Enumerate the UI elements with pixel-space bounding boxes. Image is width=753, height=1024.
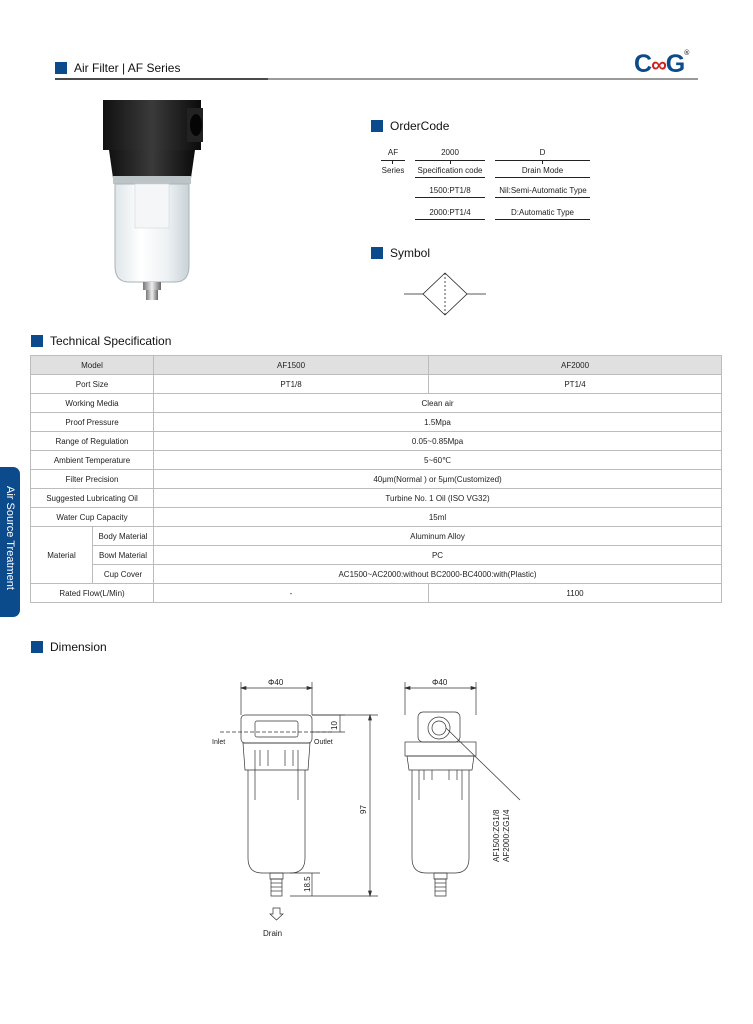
- code-tick: [392, 160, 393, 164]
- page-title: Air Filter | AF Series: [55, 60, 180, 75]
- row-label: Working Media: [31, 394, 154, 413]
- filter-symbol-icon: [404, 272, 486, 318]
- symbol-heading: Symbol: [371, 245, 430, 260]
- code-underline: [381, 160, 405, 161]
- material-label: Material: [31, 527, 93, 584]
- table-row: [31, 470, 722, 489]
- row-value: Turbine No. 1 Oil (ISO VG32): [154, 489, 722, 508]
- label-series: Series: [381, 166, 405, 175]
- row-label: Port Size: [31, 375, 154, 394]
- row-value: PT1/8: [154, 375, 429, 394]
- row-value: 40μm(Normal ) or 5μm(Customized): [154, 470, 722, 489]
- row-value: 1100: [429, 584, 722, 603]
- model-af2000: AF2000: [429, 356, 722, 375]
- table-row: [31, 432, 722, 451]
- row-label: Suggested Lubricating Oil: [31, 489, 154, 508]
- code-underline: [415, 177, 485, 178]
- row-label: Body Material: [93, 527, 154, 546]
- code-spec: 2000: [441, 148, 459, 157]
- code-tick: [542, 160, 543, 164]
- thread-label-af2000: AF2000:ZG1/4: [502, 809, 511, 862]
- header-rule: [55, 78, 268, 80]
- square-bullet-icon: [371, 120, 383, 132]
- table-row: [31, 451, 722, 470]
- square-bullet-icon: [55, 62, 67, 74]
- spec-option: 1500:PT1/8: [429, 186, 471, 195]
- square-bullet-icon: [31, 335, 43, 347]
- table-row: [31, 375, 722, 394]
- dim-front-diameter: Φ40: [268, 678, 284, 687]
- dim-10: 10: [330, 721, 339, 730]
- drain-label: Drain: [263, 929, 283, 938]
- inlet-label: Inlet: [212, 739, 226, 746]
- code-underline: [495, 177, 590, 178]
- label-drain: Drain Mode: [521, 166, 564, 175]
- table-row: [31, 546, 722, 565]
- row-label: Rated Flow(L/Min): [31, 584, 154, 603]
- table-row: [31, 565, 722, 584]
- row-value: 15ml: [154, 508, 722, 527]
- row-label: Cup Cover: [93, 565, 154, 584]
- row-value: Clean air: [154, 394, 722, 413]
- dimension-heading: Dimension: [31, 639, 107, 654]
- row-label: Proof Pressure: [31, 413, 154, 432]
- code-underline: [495, 197, 590, 198]
- table-row: [31, 356, 722, 375]
- ordercode-heading: OrderCode: [371, 118, 449, 133]
- row-value: PT1/4: [429, 375, 722, 394]
- row-value: Aluminum Alloy: [154, 527, 722, 546]
- outlet-label: Outlet: [314, 739, 333, 746]
- spec-table: [30, 355, 722, 603]
- drain-option: D:Automatic Type: [511, 208, 574, 217]
- row-value: 1.5Mpa: [154, 413, 722, 432]
- code-underline: [495, 219, 590, 220]
- row-label: Range of Regulation: [31, 432, 154, 451]
- brand-logo: C∞G®: [634, 50, 689, 78]
- row-value: AC1500~AC2000:without BC2000-BC4000:with(Plastic): [154, 565, 722, 584]
- code-tick: [450, 160, 451, 164]
- row-value: -: [154, 584, 429, 603]
- row-value: 0.05~0.85Mpa: [154, 432, 722, 451]
- product-image: [95, 96, 215, 302]
- code-underline: [415, 219, 485, 220]
- code-underline: [415, 197, 485, 198]
- spec-option: 2000:PT1/4: [429, 208, 471, 217]
- drain-option: Nil:Semi-Automatic Type: [499, 186, 587, 195]
- tech-spec-heading: Technical Specification: [31, 333, 171, 348]
- model-af1500: AF1500: [154, 356, 429, 375]
- dim-97: 97: [359, 805, 368, 814]
- thread-label-af1500: AF1500:ZG1/8: [492, 809, 501, 862]
- square-bullet-icon: [31, 641, 43, 653]
- side-tab-label: Air Source Treatment: [4, 486, 16, 590]
- row-label: Bowl Material: [93, 546, 154, 565]
- label-spec: Specification code: [417, 166, 483, 175]
- table-row: [31, 584, 722, 603]
- row-label: Water Cup Capacity: [31, 508, 154, 527]
- row-value: PC: [154, 546, 722, 565]
- row-label: Filter Precision: [31, 470, 154, 489]
- dim-side-diameter: Φ40: [432, 678, 448, 687]
- table-row: [31, 489, 722, 508]
- table-row: [31, 394, 722, 413]
- table-row: [31, 527, 722, 546]
- table-row: [31, 508, 722, 527]
- row-label: Ambient Temperature: [31, 451, 154, 470]
- dim-18-5: 18.5: [303, 876, 312, 892]
- model-label: Model: [31, 356, 154, 375]
- code-drain: D: [539, 148, 546, 157]
- row-value: 5~60℃: [154, 451, 722, 470]
- code-series: AF: [387, 148, 399, 157]
- table-row: [31, 413, 722, 432]
- dimension-drawing: [200, 670, 530, 950]
- square-bullet-icon: [371, 247, 383, 259]
